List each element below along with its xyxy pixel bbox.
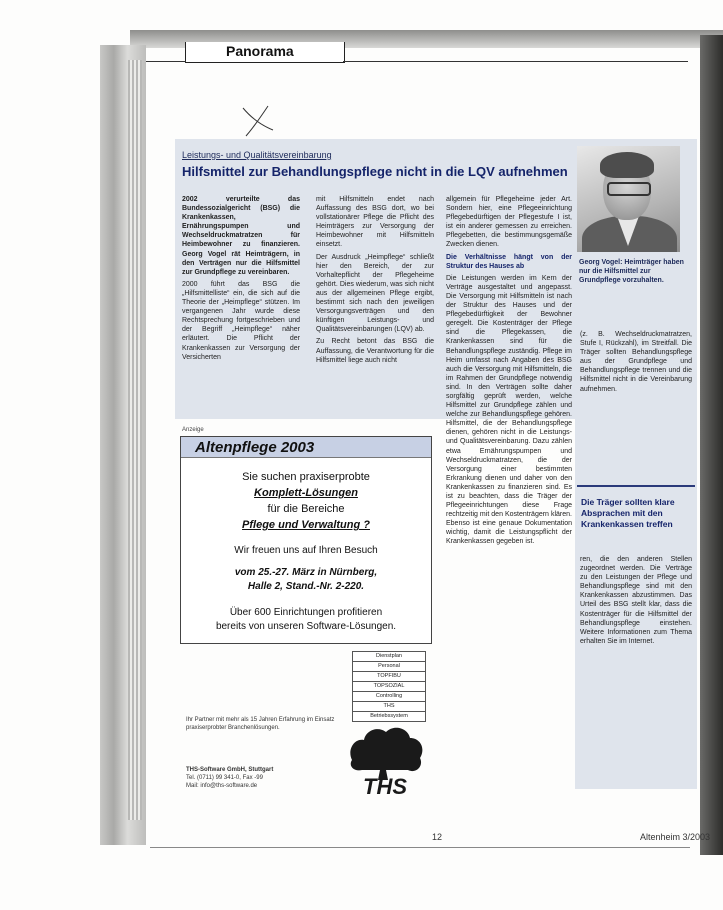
page-number: 12 [432, 832, 443, 842]
article-column-1 [182, 195, 300, 410]
product-stack-item: THS [352, 702, 426, 712]
logo-text: THS [363, 774, 407, 798]
product-stack-item: TOPSOZIAL [352, 682, 426, 692]
pull-quote [577, 485, 695, 547]
ad-contact [186, 766, 336, 790]
section-header [185, 42, 345, 63]
article-paragraph: allgemein für Pflegeheime jeder Art. Sondern hier, eine Pflegeeinrichtung Pflegebedürftigen der Pflegestufe I ist, ist ein anderer gemessen zu erreichen. Pflegebetten, die bestimmungsgemäße Zwecken dienen. [446, 196, 572, 249]
article-paragraph: Zu Recht betont das BSG die Auffassung, die Verantwortung für die Hilfsmittel liege auch nicht [316, 338, 434, 364]
right-page-shadow [700, 35, 723, 855]
product-stack-item: Controlling [352, 692, 426, 702]
ad-title: Altenpflege 2003 [195, 439, 315, 456]
ad-text: bereits von unseren Software-Lösungen. [215, 621, 397, 632]
pull-quote-text: Die Träger sollten klare Absprachen mit den Krankenkassen treffen [581, 497, 675, 529]
ad-date: vom 25.-27. März in Nürnberg, [234, 567, 378, 578]
issue-label: Altenheim 3/2003 [640, 832, 711, 842]
article-paragraph: mit Hilfsmitteln endet nach Auffassung des BSG dort, wo bei vollstationärer Pflege die Pflicht des Heimträgers zur Versorgung der Heimbewohner mit Hilfsmitteln einsetzt. [316, 196, 434, 249]
pen-mark-icon [238, 100, 278, 140]
photo-caption: Georg Vogel: Heimträger haben nur die Hilfsmittel zur Grundpflege vorzuhalten. [579, 259, 684, 284]
product-stack-item: Personal [352, 662, 426, 672]
article-paragraph: Der Ausdruck „Heimpflege“ schließt hier den Bereich, der zur Vorhaltepflicht der Pflegeheime gehört. Dies wiederum, was sich nicht aus der allgemeinen Pflege ergibt, bestimmt sich nach den jeweiligen Versorgungsverträgen und den künftigen Leistungs- und Qualitätsvereinbarungen (LQV) ab. [316, 253, 434, 334]
ad-text: Über 600 Einrichtungen profitieren [229, 607, 383, 618]
article-paragraph: ren, die den anderen Stellen zugeordnet werden. Die Verträge zu den Leistungen der Pflege und Behandlungspflege sind mit den Krankenkassen abzustimmen. Das Urteil des BSG stellt klar, dass die Kostenträger für die Hilfsmittel der Behandlungspflege einstehen. Weitere Informationen zum Thema erhalten Sie im Internet. [580, 556, 692, 645]
section-title: Panorama [226, 43, 294, 59]
ad-text: Pflege und Verwaltung ? [242, 519, 370, 531]
article-lead: 2002 verurteilte das Bundessozialgericht (BSG) die Krankenkassen, Ernährungspumpen und Wechseldruckmatratzen für Heimbewohner zu finanzieren. Georg Vogel rät Heimträgern, in den Verträgen nur die Hilfsmittel zur Grundpflege zu vereinbaren. [182, 196, 300, 276]
ad-location: Halle 2, Stand.-Nr. 2-220. [247, 581, 365, 592]
product-stack-item: Dienstplan [352, 651, 426, 662]
author-photo [577, 146, 680, 252]
ad-mail: Mail: info@ths-software.de [186, 783, 258, 789]
ad-text: für die Bereiche [267, 503, 345, 515]
article-subheading: Die Verhältnisse hängt von der Struktur des Hauses ab [446, 253, 572, 270]
ad-text: Sie suchen praxiserprobte [242, 471, 370, 483]
article-paragraph: (z. B. Wechseldruckmatratzen, Stufe I, Rückzahl), im Streitfall. Die Träger sollten Behandlungspflege aus der Grundpflege und Behandlungspflege trennen und die Hilfsmittel nicht in die Vereinbarung aufnehmen. [580, 331, 692, 393]
footer-rule [150, 847, 690, 848]
product-stack [352, 651, 426, 722]
ad-title-bar [181, 437, 431, 458]
header-rule [146, 61, 186, 62]
article-kicker: Leistungs- und Qualitätsvereinbarung [182, 150, 332, 160]
ad-text: Wir freuen uns auf Ihren Besuch [234, 545, 378, 556]
ad-company: THS-Software GmbH, Stuttgart [186, 767, 274, 773]
advertisement [180, 436, 432, 644]
ths-tree-logo [342, 720, 428, 798]
ad-text: Komplett-Lösungen [254, 487, 358, 499]
article-column-3 [446, 195, 572, 795]
ad-partner-text: Ihr Partner mit mehr als 15 Jahren Erfahrung im Einsatz praxiserprobter Branchenlösungen. [186, 717, 335, 731]
header-rule [343, 61, 688, 62]
article-paragraph: Die Leistungen werden im Kern der Verträge ausgestaltet und angepasst. Die Versorgung mit Hilfsmitteln ist nach der Struktur des Hauses und der Pflegebedürftigkeit der Bewohner geregelt. Die Kostenträger der Pflege sind die Pflegekassen, die Krankenkassen sind für die Behandlungspflege zuständig. Pflege im Heim umfasst nach Angaben des BSG auch die Versorgung mit Hilfsmitteln, die im Rahmen der Grundpflege notwendig sind. In den Verträgen sollte daher sorgfältig geprüft werden, welche Hilfsmittel zur Grundpflege zählen und welche zur Behandlungspflege gehören. Hilfsmittel, die der Behandlungspflege dienen, gehören nicht in die Leistungs- und Qualitätsvereinbarung. Dazu zählen etwa Ernährungspumpen und Wechseldruckmatratzen, die der Versorgung einer bestimmten Erkrankung dienen und daher von den Krankenkassen zu finanzieren sind. Es ist zu beachten, dass die Träger der Pflegeeinrichtungen diese Frage rechtzeitig mit den Kostenträgern klären. Ebenso ist eine genaue Dokumentation wichtig, damit die Leistungspflicht der Krankenkassen gegeben ist. [446, 274, 572, 546]
product-stack-item: TOPFIBU [352, 672, 426, 682]
article-headline: Hilfsmittel zur Behandlungspflege nicht in die LQV aufnehmen [182, 164, 568, 179]
ad-label: Anzeige [182, 427, 204, 433]
article-column-2 [316, 195, 434, 410]
article-column-4 [580, 330, 692, 480]
article-column-4-lower [580, 555, 692, 780]
page-edges [128, 60, 142, 820]
article-paragraph: 2000 führt das BSG die „Hilfsmittelliste“ ein, die sich auf die Theorie der „Heimpflege“ stützen. Im vergangenen Jahr wurde diese Rechtsprechung fortgeschrieben und der Begriff „Heimpflege“ näher erläutert. Die Pflicht der Krankenkassen zur Versorgung der Versicherten [182, 280, 300, 361]
product-stack-item: Betriebssystem [352, 712, 426, 722]
ad-phone: Tel. (0711) 99 341-0, Fax -99 [186, 775, 263, 781]
